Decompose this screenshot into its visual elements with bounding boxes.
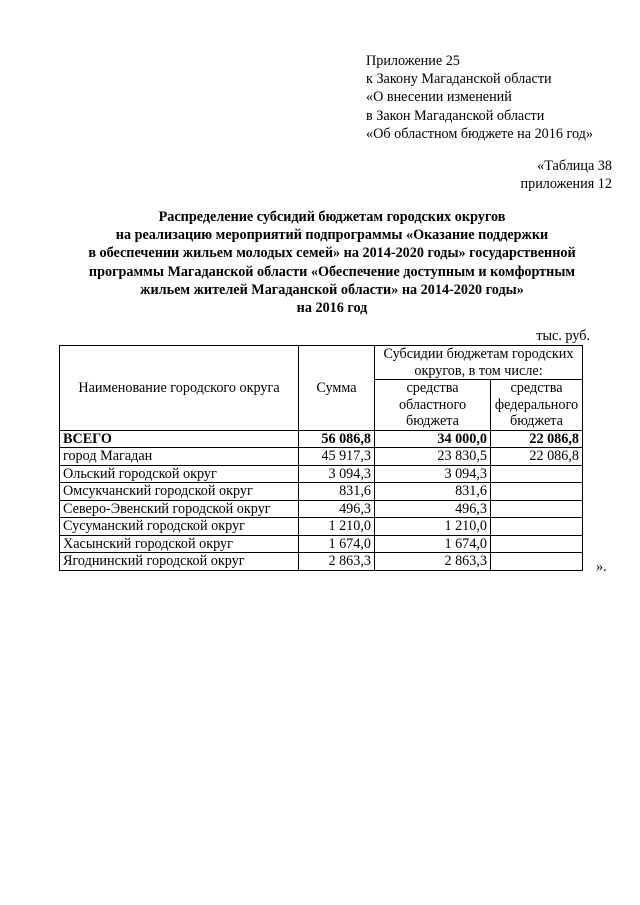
table-row [60, 553, 583, 571]
title-line: жильем жителей Магаданской области» на 2014-2020 годы» [140, 281, 524, 298]
header-federal-line: бюджета [510, 413, 563, 429]
row-sum: 1 210,0 [299, 518, 375, 536]
appendix-note [366, 52, 593, 143]
row-federal [491, 553, 583, 571]
appendix-line: в Закон Магаданской области [366, 107, 545, 124]
total-federal: 22 086,8 [491, 430, 583, 448]
closing-quote-mark: ». [596, 559, 607, 575]
row-regional: 496,3 [375, 500, 491, 518]
row-sum: 3 094,3 [299, 465, 375, 483]
row-sum: 1 674,0 [299, 535, 375, 553]
header-regional-line: средства [406, 380, 459, 396]
table-row [60, 465, 583, 483]
total-regional: 34 000,0 [375, 430, 491, 448]
row-federal: 22 086,8 [491, 448, 583, 466]
total-row [60, 430, 583, 448]
row-federal [491, 465, 583, 483]
header-group-line: Субсидии бюджетам городских [383, 346, 574, 362]
row-name: Сусуманский городской округ [60, 518, 299, 536]
header-subsidies-group [375, 346, 583, 380]
table-row [60, 448, 583, 466]
row-sum: 496,3 [299, 500, 375, 518]
header-regional-line: бюджета [406, 413, 459, 429]
title-line: Распределение субсидий бюджетам городских округов [158, 209, 506, 225]
total-sum: 56 086,8 [299, 430, 375, 448]
row-name: город Магадан [60, 448, 299, 466]
row-federal [491, 535, 583, 553]
appendix-line: к Закону Магаданской области [366, 71, 552, 88]
header-regional [375, 380, 491, 431]
total-name: ВСЕГО [60, 430, 299, 448]
row-regional: 1 674,0 [375, 535, 491, 553]
row-federal [491, 483, 583, 501]
row-sum: 2 863,3 [299, 553, 375, 571]
row-name: Ягоднинский городской округ [60, 553, 299, 571]
header-name: Наименование городского округа [60, 346, 299, 431]
units-label: тыс. руб. [536, 328, 590, 344]
header-sum: Сумма [299, 346, 375, 431]
table-reference [521, 157, 612, 193]
table-reference-line: приложения 12 [520, 176, 612, 192]
appendix-line: Приложение 25 [366, 53, 460, 69]
table-row [60, 500, 583, 518]
row-name: Северо-Эвенский городской округ [60, 500, 299, 518]
header-federal-line: средства [510, 380, 563, 396]
table-row [60, 483, 583, 501]
appendix-line: «Об областном бюджете на 2016 год» [366, 125, 593, 142]
row-name: Хасынский городской округ [60, 535, 299, 553]
table-header-row [60, 346, 583, 380]
table-reference-line: «Таблица 38 [537, 158, 612, 174]
title-line: программы Магаданской области «Обеспечение доступным и комфортным [88, 263, 576, 280]
appendix-line: «О внесении изменений [366, 89, 512, 106]
table-row [60, 518, 583, 536]
row-regional: 3 094,3 [375, 465, 491, 483]
document-title [0, 208, 640, 317]
header-regional-line: областного [398, 396, 467, 413]
header-federal [491, 380, 583, 431]
row-federal [491, 500, 583, 518]
row-sum: 45 917,3 [299, 448, 375, 466]
title-line: на реализацию мероприятий подпрограммы «Оказание поддержки [115, 227, 549, 244]
header-group-line: округов, в том числе: [414, 362, 543, 379]
row-name: Омсукчанский городской округ [60, 483, 299, 501]
header-federal-line: федерального [494, 396, 579, 413]
title-line: на 2016 год [296, 300, 368, 317]
row-regional: 23 830,5 [375, 448, 491, 466]
row-regional: 1 210,0 [375, 518, 491, 536]
row-federal [491, 518, 583, 536]
row-regional: 831,6 [375, 483, 491, 501]
row-regional: 2 863,3 [375, 553, 491, 571]
title-line: в обеспечении жильем молодых семей» на 2014-2020 годы» государственной [88, 245, 576, 262]
row-sum: 831,6 [299, 483, 375, 501]
table-row [60, 535, 583, 553]
subsidies-table [59, 345, 583, 571]
row-name: Ольский городской округ [60, 465, 299, 483]
